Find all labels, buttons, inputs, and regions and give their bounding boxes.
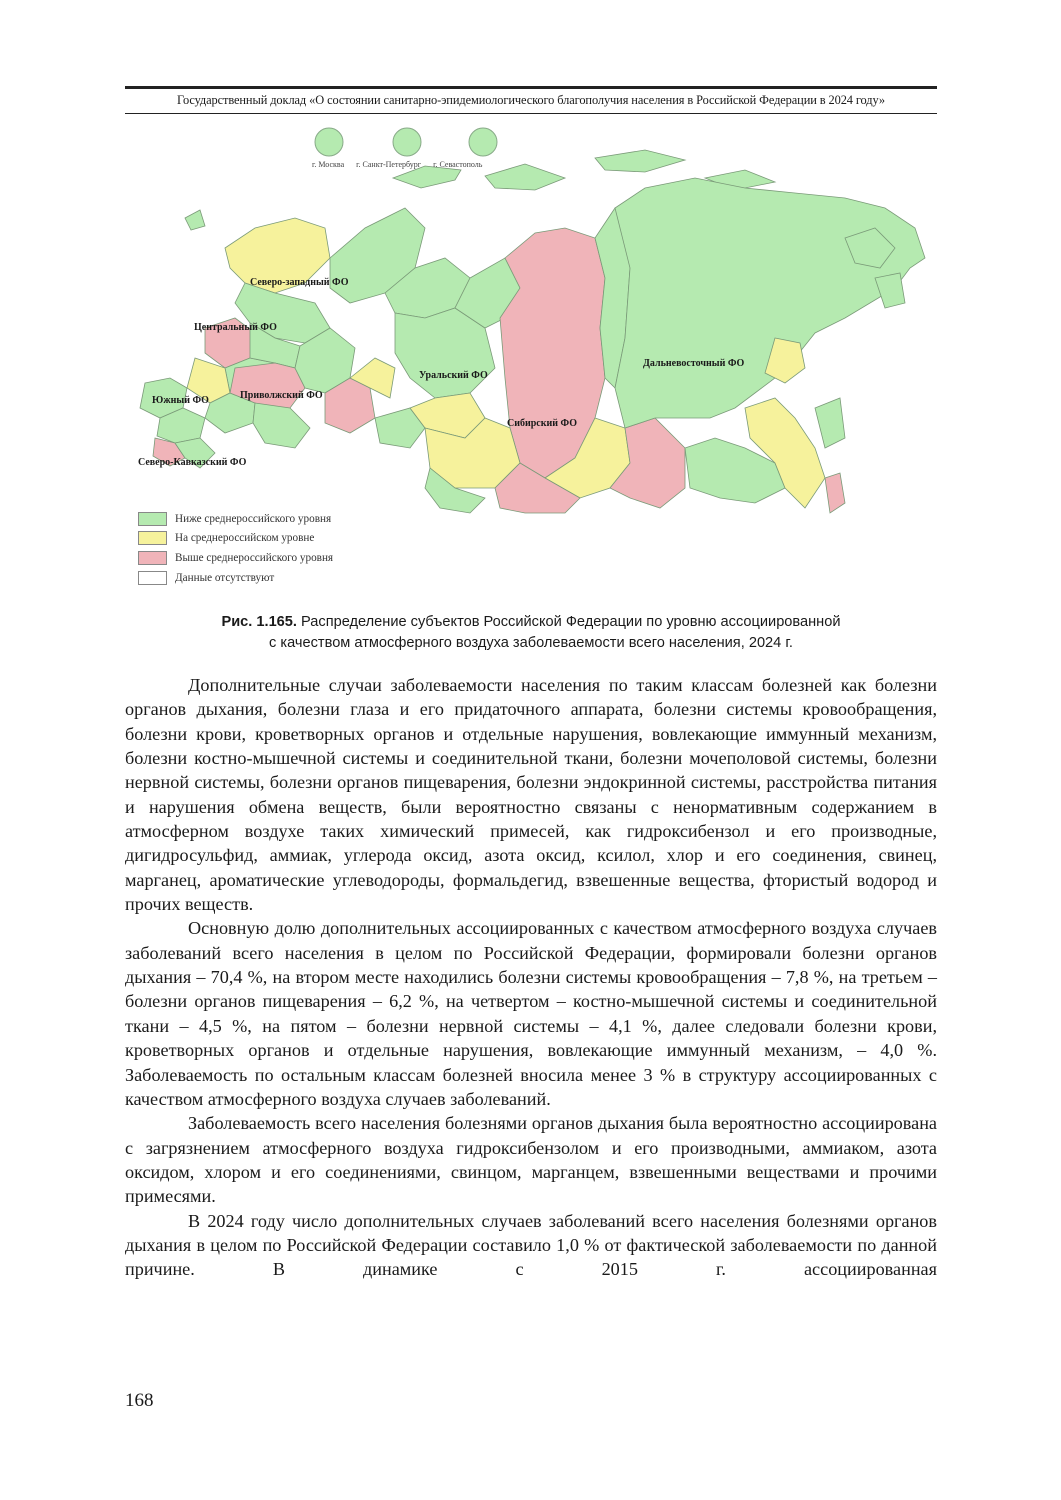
caption-line-1: Распределение субъектов Российской Федерации по уровню ассоциированной — [296, 614, 841, 630]
body-text — [125, 673, 937, 1282]
city-circle-sevastopol — [469, 128, 497, 156]
running-header: Государственный доклад «О состоянии санитарно-эпидемиологического благополучия населения в Российской Федерации в 2024 году» — [125, 86, 937, 114]
fo-label-ural: Уральский ФО — [419, 370, 488, 381]
city-label-sevastopol: г. Севастополь — [433, 160, 483, 169]
city-label-moscow: г. Москва — [312, 160, 345, 169]
legend-label: Данные отсутствуют — [175, 571, 275, 584]
legend-swatch-nodata — [138, 571, 167, 585]
city-label-spb: г. Санкт-Петербург — [356, 160, 422, 169]
paragraph: В 2024 году число дополнительных случаев заболеваний всего населения болезнями органов дыхания в целом по Российской Федерации составило 1,0 % от фактической заболеваемости по данной причине. В динамике с 2015 г. ассоциированная — [125, 1210, 937, 1280]
page-number: 168 — [125, 1390, 154, 1411]
legend-item — [138, 529, 333, 549]
fo-label-volga: Приволжский ФО — [240, 390, 323, 401]
legend-item — [138, 548, 333, 568]
legend-label: Ниже среднероссийского уровня — [175, 512, 332, 525]
legend-label: На среднероссийском уровне — [175, 532, 315, 545]
legend-label: Выше среднероссийского уровня — [175, 551, 334, 564]
city-circle-moscow — [315, 128, 343, 156]
paragraph: Заболеваемость всего населения болезнями органов дыхания была вероятностно ассоциирована с загрязнением атмосферного воздуха гидроксибензолом и его производными, аммиаком, азота оксидом, хлором и его соединениями, свинцом, марганцем, взвешенными веществами и прочими примесями. — [125, 1113, 937, 1207]
fo-label-siberia: Сибирский ФО — [507, 418, 578, 429]
fo-label-south: Южный ФО — [152, 395, 209, 406]
paragraph: Основную долю дополнительных ассоциированных с качеством атмосферного воздуха случаев заболеваний всего населения в целом по Российской Федерации, формировали болезни органов дыхания – 70,4 %, на втором месте находились болезни системы кровообращения – 7,8 %, на третьем – болезни органов пищеварения – 6,2 %, на четвертом – костно-мышечной системы и соединительной ткани – 4,5 %, на пятом – болезни нервной системы – 4,1 %, далее следовали болезни крови, кроветворных органов и отдельные нарушения, вовлекающие иммунный механизм, – 4,0 %. Заболеваемость по остальным классам болезней вносила менее 3 % в структуру ассоциированных с качеством атмосферного воздуха случаев заболеваний. — [125, 918, 937, 1109]
legend-item — [138, 509, 333, 529]
fo-label-fareast: Дальневосточный ФО — [643, 358, 745, 369]
city-labels — [312, 160, 492, 169]
legend-item — [138, 568, 333, 588]
legend-swatch-above — [138, 551, 167, 565]
caption-line-2: с качеством атмосферного воздуха заболеваемости всего населения, 2024 г. — [269, 635, 793, 651]
paragraph: Дополнительные случаи заболеваемости населения по таким классам болезней как болезни органов дыхания, болезни глаза и его придаточного аппарата, болезни системы кровообращения, болезни крови, кроветворных органов и отдельные нарушения, вовлекающие иммунный механизм, болезни костно-мышечной системы и соединительной ткани, болезни мочеполовой системы, болезни нервной системы, болезни органов пищеварения, болезни эндокринной системы, расстройства питания и нарушения обмена веществ, были вероятностно связаны с ненормативным содержанием в атмосферном воздухе таких химический примесей, как гидроксибензол и его производные, дигидросульфид, аммиак, углерода оксид, азота оксид, ксилол, хлор и его соединения, свинец, марганец, ароматические углеводороды, формальдегид, взвешенные вещества, фтористый водород и прочих веществ. — [125, 675, 937, 915]
map-legend — [138, 509, 333, 587]
figure-number: Рис. 1.165. — [221, 614, 297, 630]
fo-label-northwest: Северо-западный ФО — [250, 277, 349, 288]
fo-label-ncaucasus: Северо-Кавказский ФО — [138, 457, 247, 468]
legend-swatch-below — [138, 512, 167, 526]
figure-caption — [125, 612, 937, 654]
legend-swatch-average — [138, 531, 167, 545]
fo-label-central: Центральный ФО — [194, 322, 277, 333]
city-circle-spb — [393, 128, 421, 156]
